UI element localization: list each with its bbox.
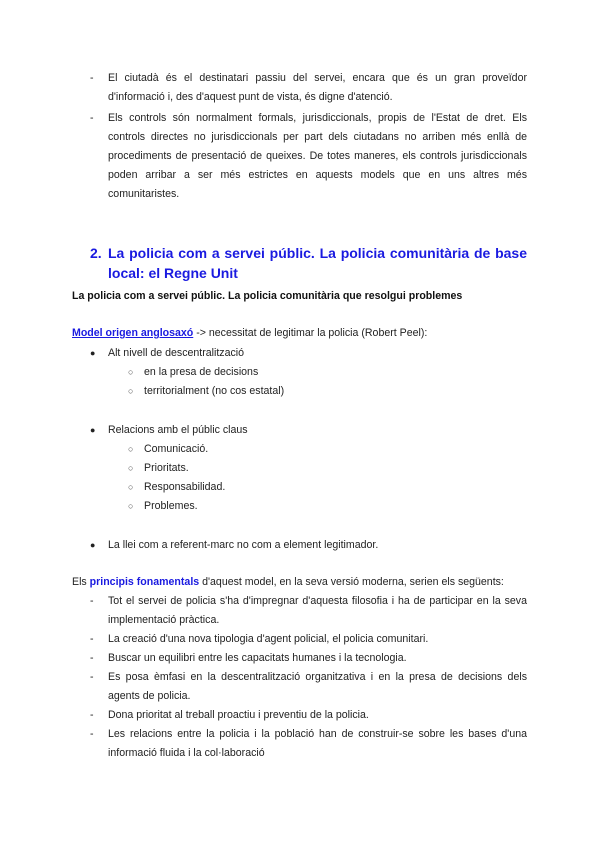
dash-marker: - <box>90 112 94 124</box>
sub-label: territorialment (no cos estatal) <box>144 385 285 397</box>
sub-item <box>128 382 284 401</box>
intro-item <box>90 69 527 107</box>
dash-marker: - <box>90 709 94 721</box>
principle-item <box>90 668 527 706</box>
dash-marker: - <box>90 595 94 607</box>
principle-text: La creació d'una nova tipologia d'agent policial, el policia comunitari. <box>108 633 429 645</box>
principle-text: Buscar un equilibri entre les capacitats humanes i la tecnologia. <box>108 652 407 664</box>
sub-marker: ○ <box>128 386 134 396</box>
principle-text: Tot el servei de policia s'ha d'impregnar d'aquesta filosofia i ha de participar en la seva implementació pràctica. <box>108 595 527 626</box>
principles-prefix: Els <box>72 576 90 588</box>
dash-marker: - <box>90 72 94 84</box>
intro-item-text: El ciutadà és el destinatari passiu del servei, encara que és un gran proveïdor d'informació i, des d'aquest punt de vista, és digne d'atenció. <box>108 72 527 103</box>
dash-marker: - <box>90 652 94 664</box>
bullet-label: Alt nivell de descentralització <box>108 347 245 359</box>
bullet-marker: ● <box>90 540 96 550</box>
principle-item <box>90 630 527 649</box>
sub-item <box>128 497 198 516</box>
sub-marker: ○ <box>128 367 134 377</box>
intro-item-text: Els controls són normalment formals, jurisdiccionals, propis de l'Estat de dret. Els controls directes no jurisdiccionals per part dels ciutadans no arriben més enllà de procediments de presentació de queixes. De totes maneres, els controls jurisdiccionals poden arribar a ser més estrictes en aquests models que en uns altres més comunitaristes. <box>108 112 527 200</box>
sub-label: en la presa de decisions <box>144 366 259 378</box>
principle-item <box>90 725 527 763</box>
dash-marker: - <box>90 728 94 740</box>
sub-marker: ○ <box>128 501 134 511</box>
sub-label: Problemes. <box>144 500 198 512</box>
section-title: La policia com a servei públic. La policia comunitària de base local: el Regne Unit <box>108 245 527 281</box>
principle-item <box>90 649 527 668</box>
sub-label: Prioritats. <box>144 462 189 474</box>
bullet-marker: ● <box>90 348 96 358</box>
sub-item <box>128 459 189 478</box>
principle-text: Les relacions entre la policia i la població han de construir-se sobre les bases d'una informació fluida i la col·laboració <box>108 728 527 759</box>
sub-item <box>128 363 258 382</box>
dash-marker: - <box>90 671 94 683</box>
sub-label: Responsabilidad. <box>144 481 226 493</box>
sub-marker: ○ <box>128 482 134 492</box>
principle-text: Dona prioritat al treball proactiu i preventiu de la policia. <box>108 709 369 721</box>
principles-suffix: d'aquest model, en la seva versió moderna, serien els següents: <box>199 576 504 588</box>
sub-marker: ○ <box>128 444 134 454</box>
intro-item <box>90 109 527 204</box>
principle-item <box>90 592 527 630</box>
bullet-item <box>90 536 378 555</box>
principles-highlight: principis fonamentals <box>89 576 200 588</box>
section-number: 2. <box>90 245 102 261</box>
section-subtitle: La policia com a servei públic. La policia comunitària que resolgui problemes <box>72 290 463 302</box>
principle-text: Es posa èmfasi en la descentralització organitzativa i en la presa de decisions dels agents de policia. <box>108 671 527 702</box>
model-line <box>72 324 427 343</box>
sub-label: Comunicació. <box>144 443 209 455</box>
model-line-text: -> necessitat de legitimar la policia (Robert Peel): <box>193 327 428 339</box>
principle-item <box>90 706 527 725</box>
principles-intro <box>72 573 504 592</box>
bullet-item <box>90 421 248 440</box>
bullet-label: La llei com a referent-marc no com a element legitimador. <box>108 539 379 551</box>
bullet-marker: ● <box>90 425 96 435</box>
dash-marker: - <box>90 633 94 645</box>
sub-item <box>128 440 208 459</box>
sub-item <box>128 478 225 497</box>
model-origin-link[interactable]: Model origen anglosaxó <box>72 327 194 339</box>
bullet-label: Relacions amb el públic claus <box>108 424 248 436</box>
bullet-item <box>90 344 244 363</box>
sub-marker: ○ <box>128 463 134 473</box>
section-heading <box>90 243 527 283</box>
